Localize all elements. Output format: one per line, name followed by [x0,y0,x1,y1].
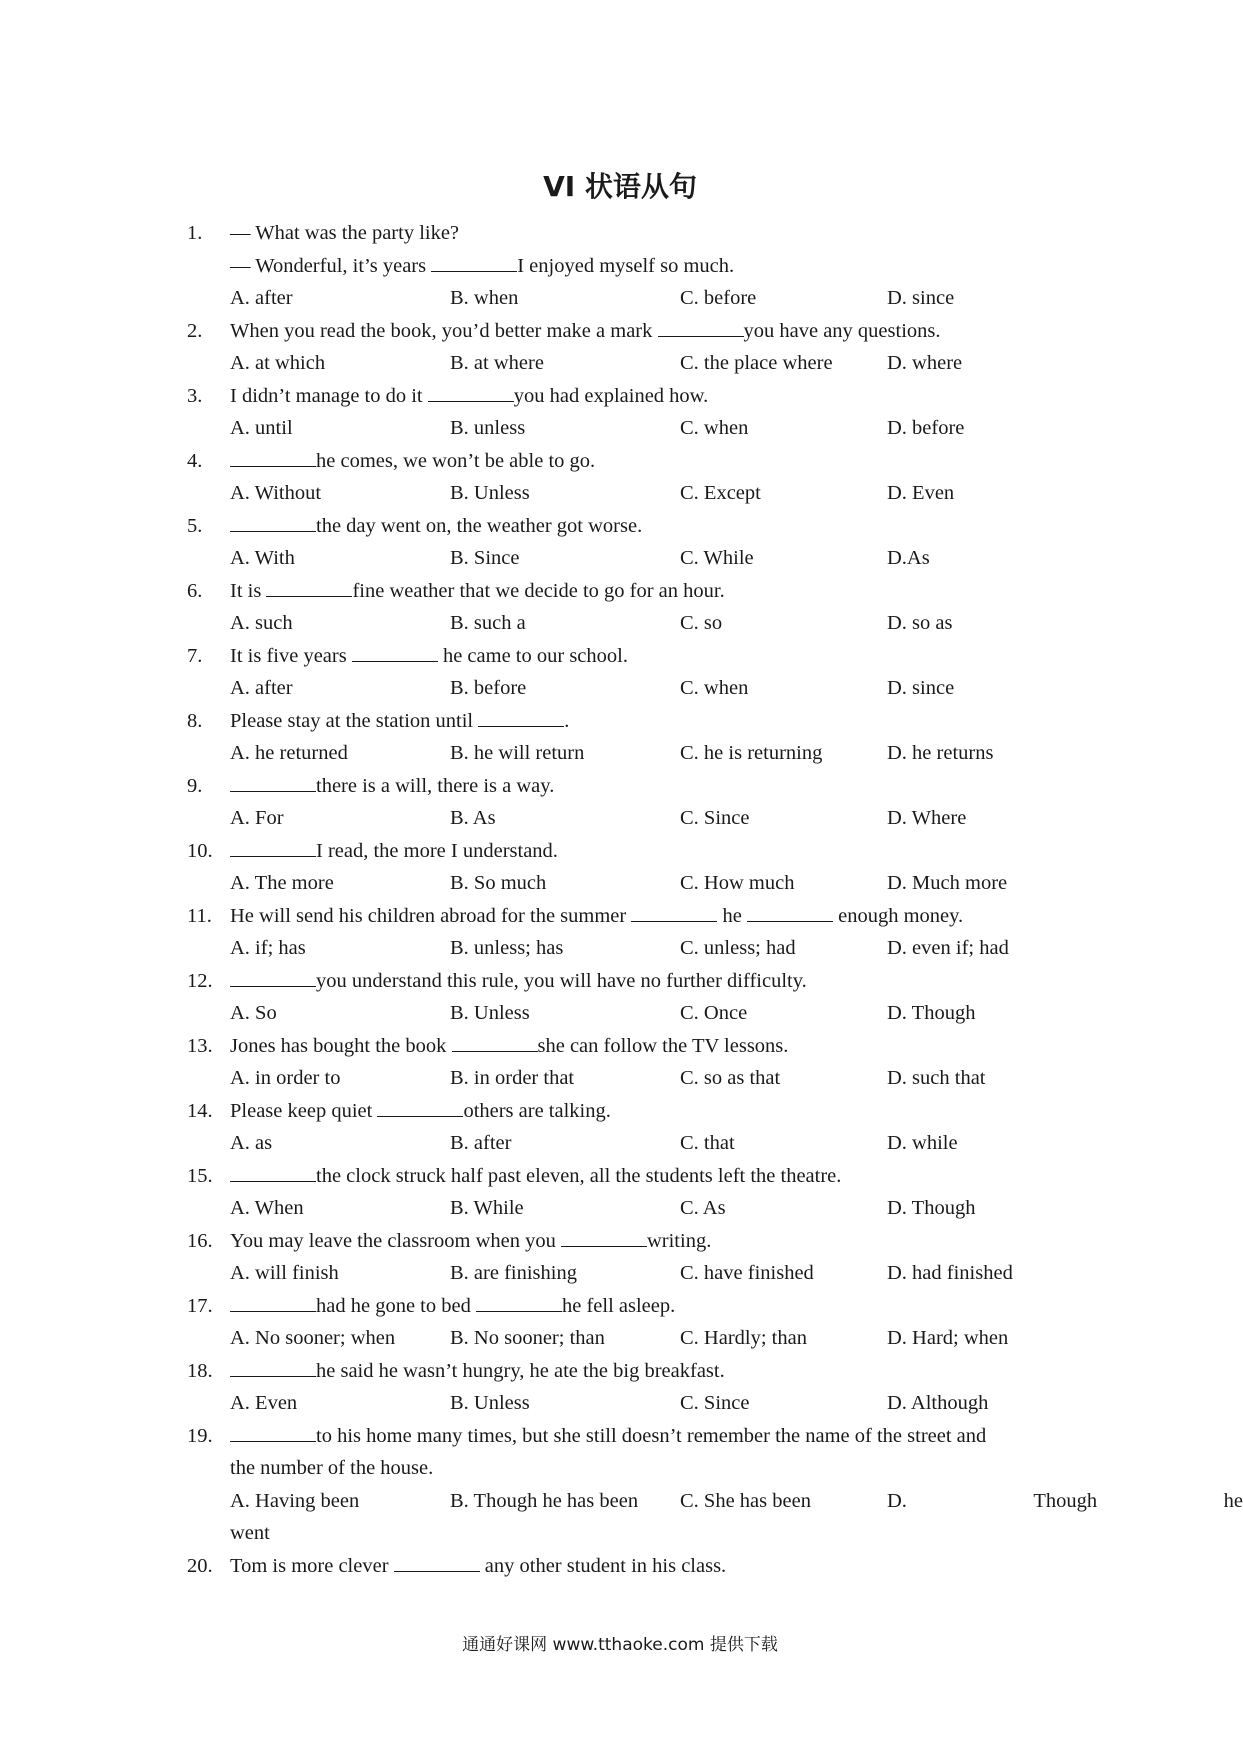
question-stem: had he gone to bed he fell asleep. [230,1290,675,1323]
question-number: 17. [187,1294,213,1317]
option-b: B. unless [450,417,526,439]
option-c: C. As [680,1197,726,1219]
option-d: D. since [887,677,955,699]
question-number: 8. [187,709,203,732]
option-d: D. Though he [887,1489,1243,1512]
options-row [187,282,1057,315]
option-d: D. where [887,352,963,374]
options-row [187,347,1057,380]
question-stem: Tom is more clever any other student in his class. [230,1550,726,1583]
option-d: D. such that [887,1067,986,1089]
option-d: D. before [887,417,965,439]
question-18 [187,1355,1057,1388]
option-b: B. when [450,287,519,309]
option-a: A. So [230,1002,277,1024]
answer-blank [230,446,316,466]
question-stem: You may leave the classroom when you writing. [230,1225,711,1258]
option-d: D. had finished [887,1262,1013,1284]
option-c: C. Except [680,482,761,504]
option-d: D. Though [887,1197,976,1219]
option-d: D.As [887,547,930,569]
question-10 [187,835,1057,868]
options-row [187,607,1057,640]
question-12 [187,965,1057,998]
question-14 [187,1095,1057,1128]
question-stem: I didn’t manage to do it you had explained how. [230,380,708,413]
option-a: A. No sooner; when [230,1327,396,1349]
option-d: D. Even [887,482,955,504]
page-footer: 通通好课网 www.tthaoke.com 提供下载 [462,1635,778,1655]
options-row [187,1192,1057,1225]
question-number: 19. [187,1424,213,1447]
question-stem-cont: the number of the house. [230,1457,434,1479]
question-16 [187,1225,1057,1258]
question-5 [187,510,1057,543]
option-d: D. Hard; when [887,1327,1009,1349]
question-number: 9. [187,774,203,797]
option-c: C. While [680,547,754,569]
answer-blank [428,381,514,401]
answer-blank [658,316,744,336]
option-a: A. after [230,677,293,699]
question-stem: the clock struck half past eleven, all the students left the theatre. [230,1160,841,1193]
option-c: C. the place where [680,352,833,374]
question-number: 2. [187,319,203,342]
option-b: B. he will return [450,742,585,764]
option-b: B. While [450,1197,524,1219]
options-row [187,1322,1057,1355]
option-d: D. while [887,1132,958,1154]
question-stem: he said he wasn’t hungry, he ate the big breakfast. [230,1355,725,1388]
question-stem: Jones has bought the book she can follow the TV lessons. [230,1030,788,1063]
option-d: D. Although [887,1392,989,1414]
options-row [187,1127,1057,1160]
option-a: A. he returned [230,742,348,764]
option-a: A. after [230,287,293,309]
question-20 [187,1550,1057,1583]
question-number: 3. [187,384,203,407]
page-title: VI 状语从句 [543,170,697,203]
option-a: A. in order to [230,1067,341,1089]
question-19 [187,1420,1057,1453]
question-stem: the day went on, the weather got worse. [230,510,642,543]
answer-blank [561,1226,647,1246]
answer-blank [230,966,316,986]
option-c: C. so [680,612,723,634]
option-b: B. are finishing [450,1262,577,1284]
option-d: D. so as [887,612,953,634]
question-number: 11. [187,904,212,927]
answer-blank [230,1291,316,1311]
options-row [187,867,1057,900]
option-b: B. after [450,1132,512,1154]
question-number: 10. [187,839,213,862]
answer-blank [230,511,316,531]
option-a: A. until [230,417,293,439]
option-b: B. So much [450,872,547,894]
option-c: C. Since [680,807,750,829]
option-d: D. Though [887,1002,976,1024]
question-number: 5. [187,514,203,537]
option-a: A. The more [230,872,334,894]
options-row [187,932,1057,965]
question-number: 12. [187,969,213,992]
question-17 [187,1290,1057,1323]
options-row [187,412,1057,445]
answer-blank [230,771,316,791]
question-stem: he comes, we won’t be able to go. [230,445,595,478]
option-b: B. Since [450,547,520,569]
option-b: B. Though he has been [450,1489,639,1512]
option-c: C. Hardly; than [680,1327,807,1349]
question-number: 1. [187,222,203,244]
option-b: B. Unless [450,1002,530,1024]
answer-blank [230,1356,316,1376]
option-a: A. will finish [230,1262,339,1284]
answer-blank [394,1551,480,1571]
option-d: D. since [887,287,955,309]
option-c: C. unless; had [680,937,796,959]
option-d: D. Much more [887,872,1008,894]
option-c: C. when [680,677,749,699]
option-b: B. such a [450,612,526,634]
option-c: C. How much [680,872,795,894]
answer-blank [747,901,833,921]
option-d: D. Where [887,807,967,829]
question-number: 18. [187,1359,213,1382]
answer-blank [452,1031,538,1051]
answer-blank [352,641,438,661]
answer-blank [230,1421,316,1441]
option-c: C. have finished [680,1262,814,1284]
question-stem: I read, the more I understand. [230,835,558,868]
question-number: 14. [187,1099,213,1122]
options-row [187,1062,1057,1095]
question-2 [187,315,1057,348]
question-stem: you understand this rule, you will have no further difficulty. [230,965,807,998]
question-6 [187,575,1057,608]
question-7 [187,640,1057,673]
question-number: 7. [187,644,203,667]
option-a: A. For [230,807,284,829]
option-c: C. when [680,417,749,439]
option-c: C. She has been [680,1489,811,1512]
question-4 [187,445,1057,478]
answer-blank [478,706,564,726]
option-b: B. No sooner; than [450,1327,605,1349]
option-b: B. unless; has [450,937,564,959]
options-row [187,1257,1057,1290]
options-row [187,737,1057,770]
answer-blank [631,901,717,921]
question-stem: It is fine weather that we decide to go for an hour. [230,575,725,608]
question-list [187,217,1243,1582]
option-b: B. As [450,807,496,829]
option-c: C. he is returning [680,742,823,764]
question-stem: there is a will, there is a way. [230,770,554,803]
question-stem: It is five years he came to our school. [230,640,628,673]
question-stem: Please stay at the station until . [230,705,569,738]
option-a: A. if; has [230,937,306,959]
answer-blank [266,576,352,596]
options-row [187,1387,1057,1420]
question-stem: Please keep quiet others are talking. [230,1095,611,1128]
option-b: B. in order that [450,1067,575,1089]
option-a: A. as [230,1132,273,1154]
question-15 [187,1160,1057,1193]
options-row [187,542,1057,575]
answer-blank [476,1291,562,1311]
option-c: C. Once [680,1002,748,1024]
question-stem: He will send his children abroad for the summer he enough money. [230,900,963,933]
answer-blank [230,836,316,856]
question-11 [187,900,1057,933]
option-d: D. even if; had [887,937,1009,959]
question-stem-cont: — Wonderful, it’s years I enjoyed myself so much. [230,250,734,283]
question-stem: — What was the party like? [230,222,460,244]
option-a: A. When [230,1197,304,1219]
answer-blank [431,251,517,271]
question-8 [187,705,1057,738]
option-c: C. so as that [680,1067,781,1089]
question-number: 15. [187,1164,213,1187]
question-number: 4. [187,449,203,472]
answer-blank [230,1161,316,1181]
options-row [187,1485,1243,1518]
option-a: A. Without [230,482,322,504]
question-3 [187,380,1057,413]
option-a: A. Having been [230,1489,360,1512]
option-a: A. With [230,547,295,569]
question-number: 16. [187,1229,213,1252]
option-c: C. before [680,287,757,309]
option-b: B. Unless [450,1392,530,1414]
question-number: 6. [187,579,203,602]
options-row [187,802,1057,835]
option-b: B. at where [450,352,544,374]
question-9 [187,770,1057,803]
question-stem: to his home many times, but she still doesn’t remember the name of the street and [230,1420,986,1453]
option-b: B. Unless [450,482,530,504]
option-c: C. Since [680,1392,750,1414]
option-d-wrap: went [230,1522,270,1544]
question-stem: When you read the book, you’d better make a mark you have any questions. [230,315,941,348]
option-b: B. before [450,677,527,699]
question-number: 20. [187,1554,213,1577]
answer-blank [377,1096,463,1116]
option-a: A. at which [230,352,326,374]
options-row [187,672,1057,705]
options-row [187,997,1057,1030]
options-row [187,477,1057,510]
question-number: 13. [187,1034,213,1057]
option-a: A. such [230,612,293,634]
option-c: C. that [680,1132,735,1154]
option-a: A. Even [230,1392,298,1414]
option-d: D. he returns [887,742,994,764]
question-1 [187,217,1057,250]
question-13 [187,1030,1057,1063]
